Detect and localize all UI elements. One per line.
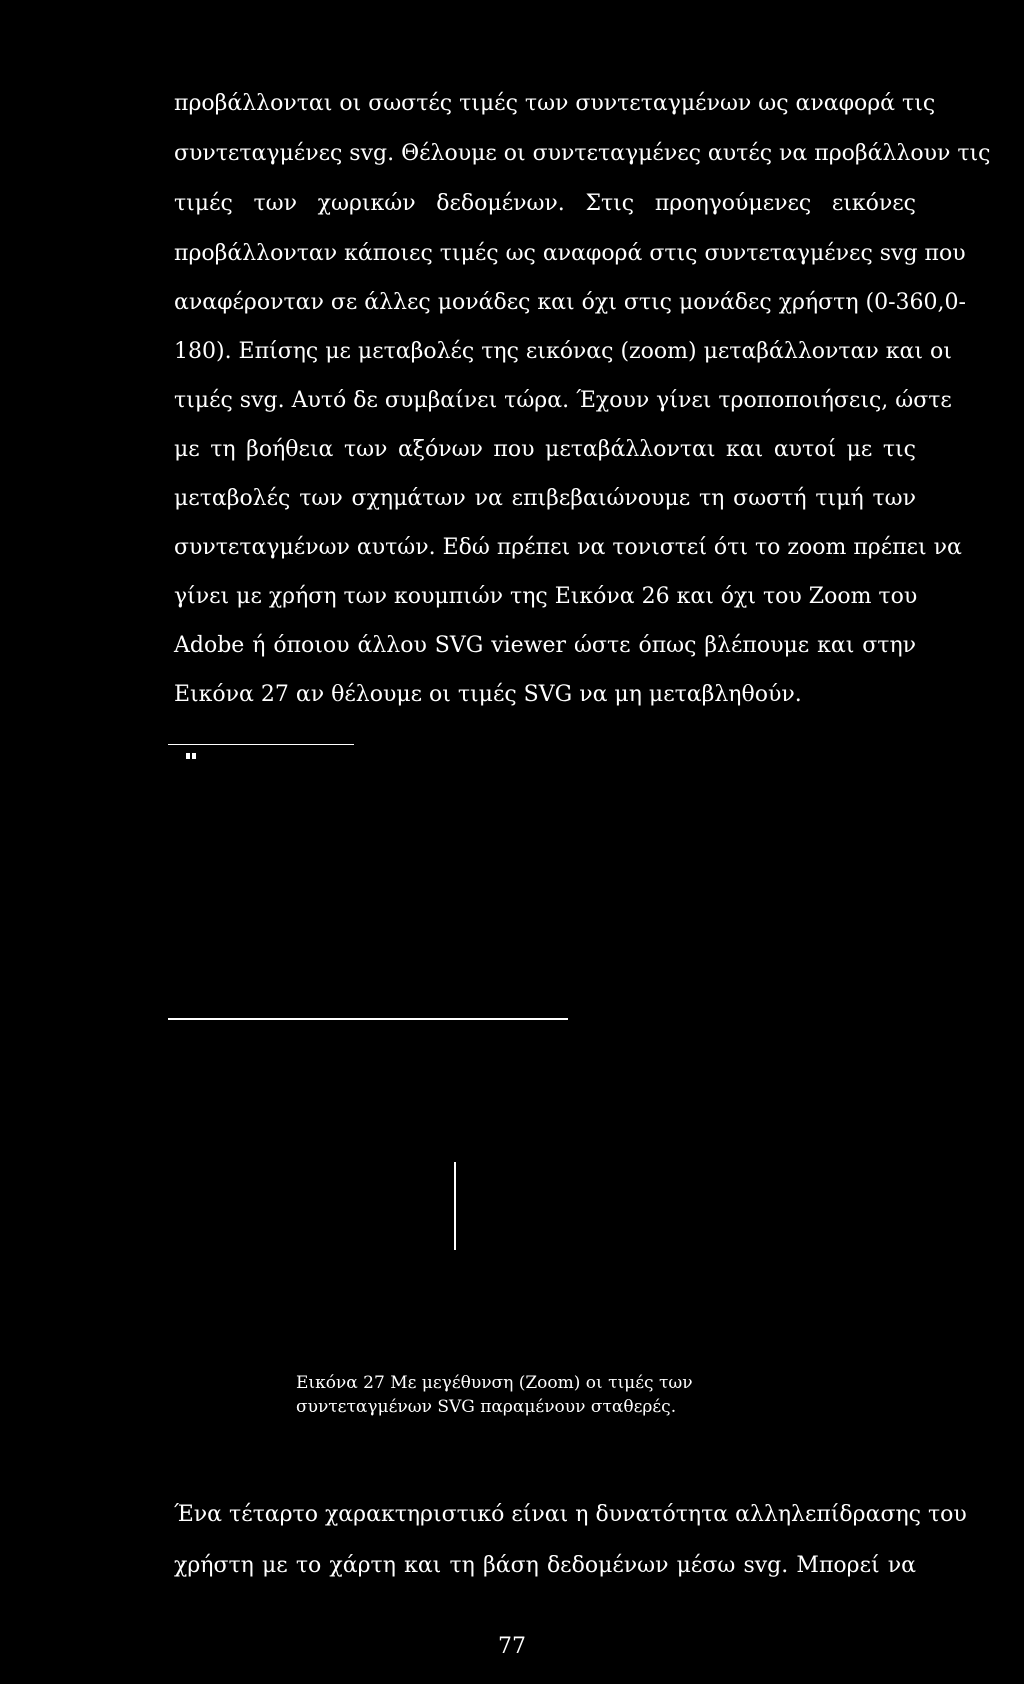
paragraph-1-line-10: συντεταγμένων αυτών. Εδώ πρέπει να τονιστεί ότι το zoom πρέπει να	[174, 535, 962, 560]
paragraph-1-line-1: προβάλλονται οι σωστές τιμές των συντεταγμένων ως αναφορά τις	[174, 91, 936, 116]
paragraph-2-line-1: Ένα τέταρτο χαρακτηριστικό είναι η δυνατότητα αλληλεπίδρασης του	[174, 1502, 967, 1527]
paragraph-1-line-6: 180). Επίσης με μεταβολές της εικόνας (zoom) μεταβάλλονταν και οι	[174, 339, 952, 364]
figure-caption-line-2: συντεταγμένων SVG παραμένουν σταθερές.	[296, 1397, 677, 1417]
paragraph-2-line-2: χρήστη με το χάρτη και τη βάση δεδομένων μέσω svg. Μπορεί να	[174, 1553, 916, 1578]
figure-top-rule	[168, 744, 354, 745]
paragraph-1-line-4: προβάλλονταν κάποιες τιμές ως αναφορά στις συντεταγμένες svg που	[174, 241, 966, 266]
figure-horizontal-rule	[168, 1018, 568, 1020]
figure-vertical-rule	[454, 1162, 456, 1250]
paragraph-1-line-7: τιμές svg. Αυτό δε συμβαίνει τώρα. Έχουν γίνει τροποποιήσεις, ώστε	[174, 388, 952, 413]
paragraph-1-line-5: αναφέρονταν σε άλλες μονάδες και όχι στις μονάδες χρήστη (0-360,0-	[174, 290, 966, 315]
figure-caption-line-1: Εικόνα 27 Με μεγέθυνση (Zoom) οι τιμές των	[296, 1373, 693, 1393]
paragraph-1-line-3: τιμές των χωρικών δεδομένων. Στις προηγούμενες εικόνες	[174, 191, 916, 216]
paragraph-1-line-11: γίνει με χρήση των κουμπιών της Εικόνα 26 και όχι του Zoom του	[174, 584, 918, 609]
paragraph-1-line-9: μεταβολές των σχημάτων να επιβεβαιώνουμε τη σωστή τιμή των	[174, 486, 916, 511]
paragraph-1-line-2: συντεταγμένες svg. Θέλουμε οι συντεταγμένες αυτές να προβάλλουν τις	[174, 141, 991, 166]
paragraph-1-line-13: Εικόνα 27 αν θέλουμε οι τιμές SVG να μη μεταβληθούν.	[174, 682, 802, 707]
page-number: 77	[498, 1634, 526, 1659]
figure-marker-icon	[186, 752, 197, 759]
paragraph-1-line-12: Adobe ή όποιου άλλου SVG viewer ώστε όπως βλέπουμε και στην	[174, 633, 916, 658]
paragraph-1-line-8: με τη βοήθεια των αξόνων που μεταβάλλονται και αυτοί με τις	[174, 437, 916, 462]
